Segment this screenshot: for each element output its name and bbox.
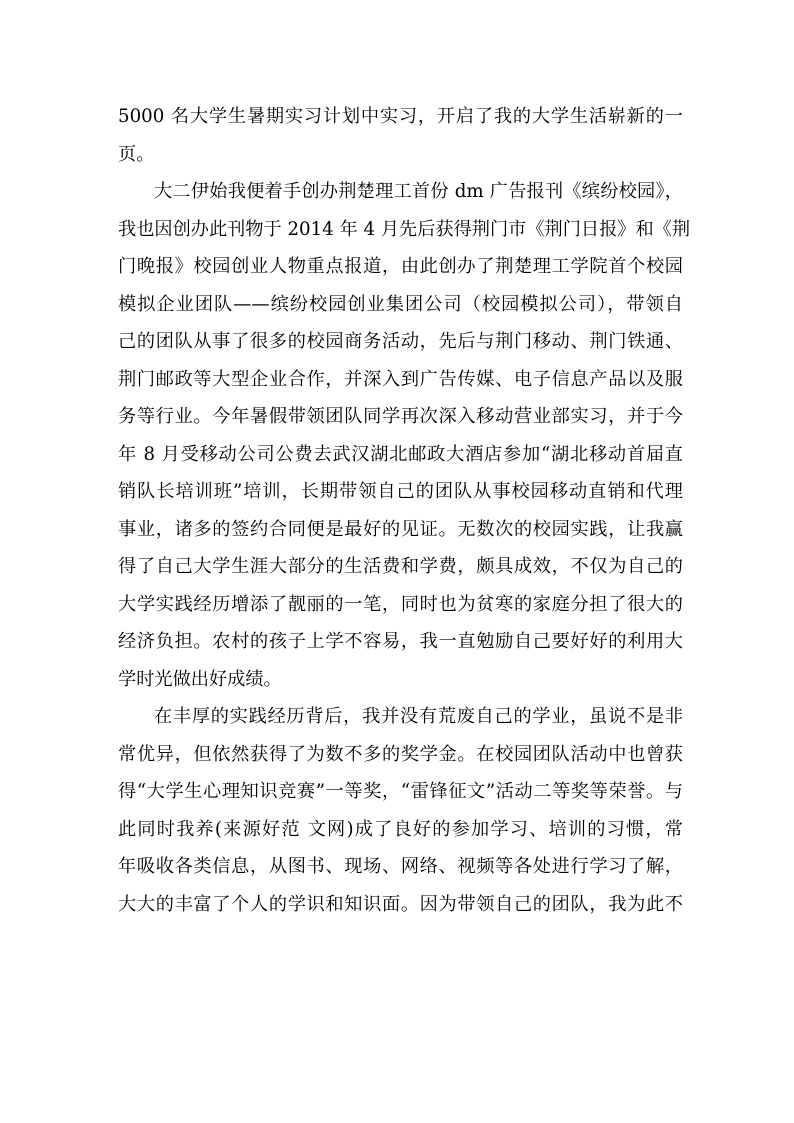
- text-line: 务等行业。今年暑假带领团队同学再次深入移动营业部实习，并于今: [118, 406, 683, 427]
- text-line: 事业，诸多的签约合同便是最好的见证。无数次的校园实践，让我赢: [118, 518, 683, 540]
- text-line: 门晚报》校园创业人物重点报道，由此创办了荆楚理工学院首个校园: [118, 256, 683, 277]
- text-line: 学时光做出好成绩。: [118, 668, 282, 690]
- text-line: 模拟企业团队——缤纷校园创业集团公司（校园模拟公司），带领自: [118, 293, 683, 315]
- paragraph-first-line: 在丰厚的实践经历背后，我并没有荒废自己的学业，虽说不是非: [154, 706, 683, 727]
- text-line: 此同时我养(来源好范 文网)成了良好的参加学习、培训的习惯，常: [118, 818, 683, 840]
- text-line: 页。: [118, 143, 155, 165]
- text-line: 年 8 月受移动公司公费去武汉湖北邮政大酒店参加“湖北移动首届直: [118, 443, 683, 465]
- text-line: 得“大学生心理知识竞赛”一等奖，“雷锋征文”活动二等奖等荣誉。与: [118, 781, 683, 802]
- text-line: 经济负担。农村的孩子上学不容易，我一直勉励自己要好好的利用大: [118, 631, 683, 652]
- text-line: 销队长培训班”培训，长期带领自己的团队从事校园移动直销和代理: [118, 481, 683, 502]
- document-body: [118, 98, 691, 923]
- text-line: 荆门邮政等大型企业合作，并深入到广告传媒、电子信息产品以及服: [118, 368, 683, 390]
- text-line: 己的团队从事了很多的校园商务活动，先后与荆门移动、荆门铁通、: [118, 331, 683, 352]
- text-line: 我也因创办此刊物于 2014 年 4 月先后获得荆门市《荆门日报》和《荆: [118, 218, 691, 240]
- text-line: 大大的丰富了个人的学识和知识面。因为带领自己的团队，我为此不: [118, 893, 683, 915]
- paragraph-first-line: 大二伊始我便着手创办荆楚理工首份 dm 广告报刊《缤纷校园》，: [154, 181, 683, 202]
- text-line: 得了自己大学生涯大部分的生活费和学费，颇具成效，不仅为自己的: [118, 556, 683, 577]
- text-line: 年吸收各类信息，从图书、现场、网络、视频等各处进行学习了解，: [118, 856, 683, 877]
- text-line: 常优异，但依然获得了为数不多的奖学金。在校园团队活动中也曾获: [118, 743, 683, 765]
- text-line: 大学实践经历增添了靓丽的一笔，同时也为贫寒的家庭分担了很大的: [118, 593, 683, 615]
- text-line: 5000 名大学生暑期实习计划中实习，开启了我的大学生活崭新的一: [118, 106, 683, 127]
